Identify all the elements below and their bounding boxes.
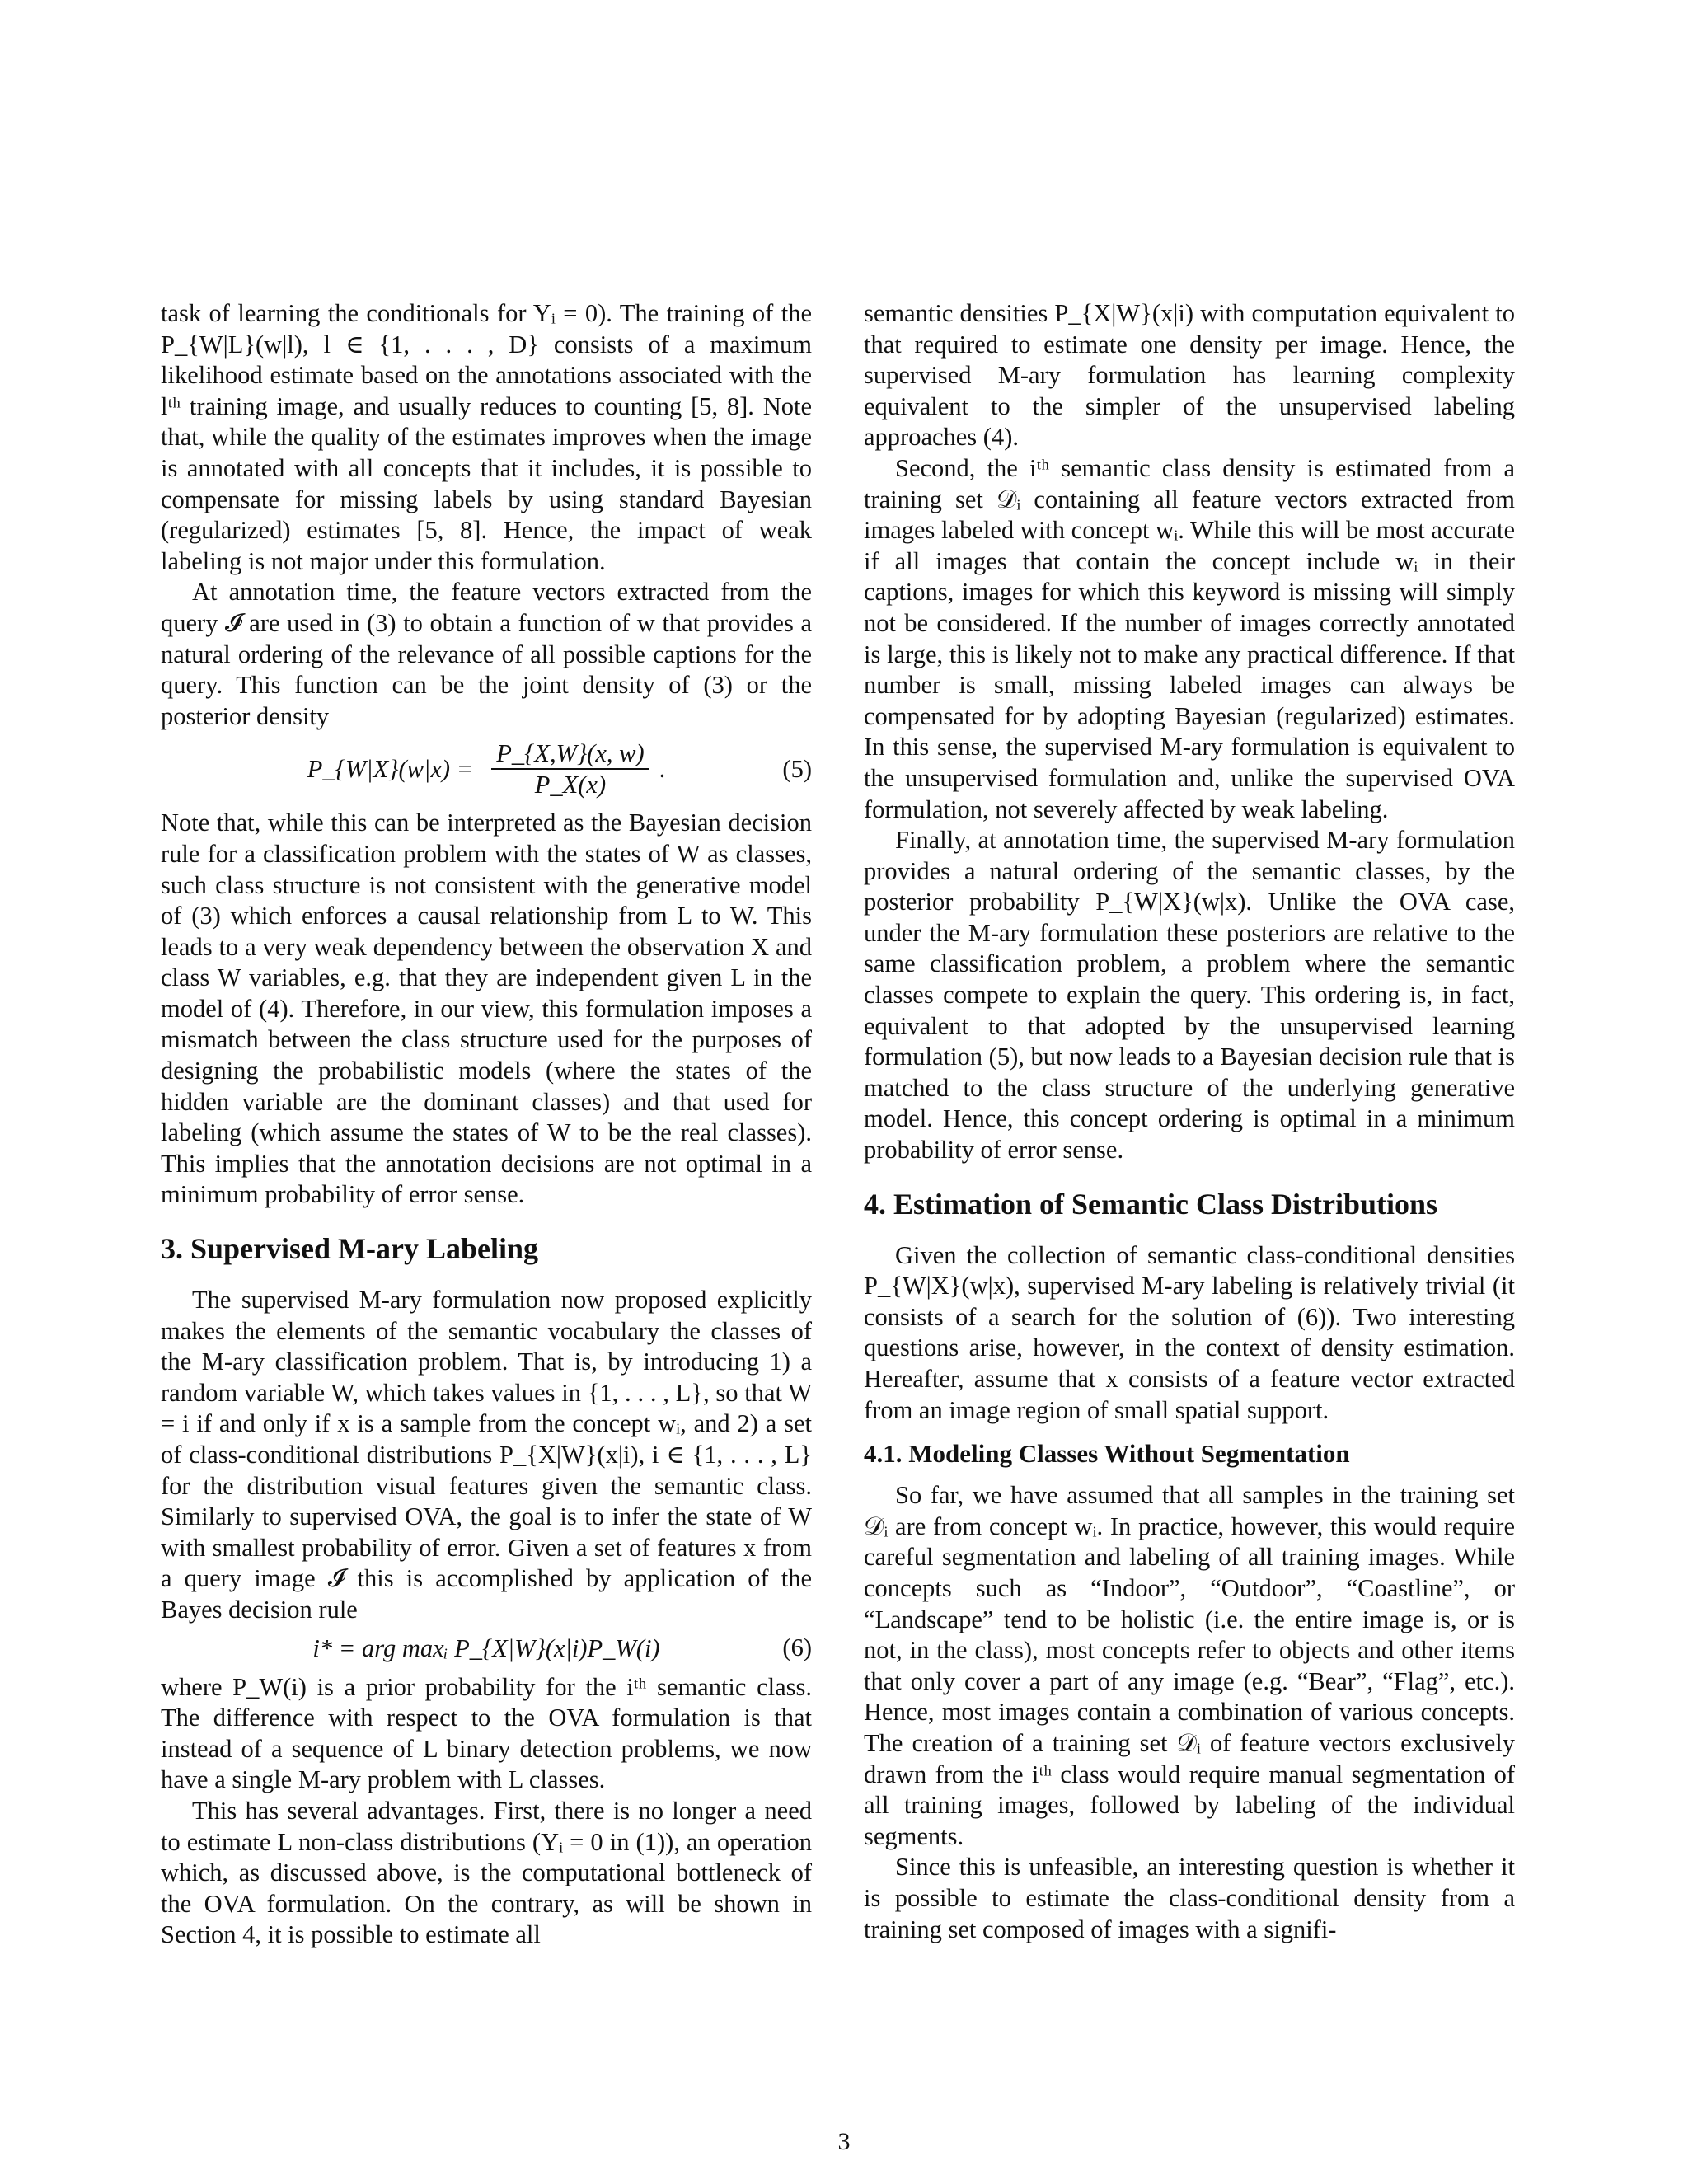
equation-period: . [659, 754, 666, 783]
section-heading: 3. Supervised M-ary Labeling [161, 1232, 539, 1266]
paragraph: Given the collection of semantic class-conditional densities P_{W|X}(w|x), supervised M-ary labeling is relatively trivial (it consists of a search for the solution of (6)). Two interesting questions arise, however, in the context of density estimation. Hereafter, assume that x consists of a feature vector extracted from an image region of small spatial support. [864, 1240, 1515, 1424]
equation-body: i* = arg maxᵢ P_{X|W}(x|i)P_W(i) [312, 1633, 660, 1662]
paragraph: Finally, at annotation time, the supervised M-ary formulation provides a natural ordering of the semantic classes, by the posterior probability P_{W|X}(w|x). Unlike the OVA case, under the M-ary formulation these posteriors are relative to the same classification problem, a problem where the semantic classes compete to explain the query. This ordering is, in fact, equivalent to that adopted by the unsupervised learning formulation (5), but now leads to a Bayesian decision rule that is matched to the class structure of the underlying generative model. Hence, this concept ordering is optimal in a minimum probability of error sense. [864, 826, 1515, 1165]
right-column [864, 298, 1515, 1945]
paragraph: Second, the iᵗʰ semantic class density is estimated from a training set 𝒟ᵢ containing all feature vectors extracted from images labeled with concept wᵢ. While this will be most accurate if all images that contain the concept include wᵢ in their captions, images for which this keyword is missing will simply not be considered. If the number of images correctly annotated is large, this is likely not to make any practical difference. If that number is small, missing labeled images can always be compensated for by adopting Bayesian (regularized) estimates. In this sense, the supervised M-ary formulation is equivalent to the unsupervised formulation and, unlike the supervised OVA formulation, not severely affected by weak labeling. [864, 453, 1515, 823]
equation-fraction [491, 738, 649, 799]
subsection-heading: 4.1. Modeling Classes Without Segmentation [864, 1439, 1350, 1469]
equation-denominator: P_X(x) [534, 771, 607, 799]
equation-6 [161, 1633, 812, 1664]
paragraph: The supervised M-ary formulation now proposed explicitly makes the elements of the semantic vocabulary the classes of the M-ary classification problem. That is, by introducing 1) a random variable W, which takes values in {1, . . . , L}, so that W = i if and only if x is a sample from the concept wᵢ, and 2) a set of class-conditional distributions P_{X|W}(x|i), i ∈ {1, . . . , L} for the distribution visual features given the semantic class. Similarly to supervised OVA, the goal is to infer the state of W with smallest probability of error. Given a set of features x from a query image 𝓘 this is accomplished by application of the Bayes decision rule [161, 1286, 812, 1624]
equation-number: (5) [782, 754, 812, 783]
equation-5 [161, 738, 812, 799]
paragraph: where P_W(i) is a prior probability for the iᵗʰ semantic class. The difference with respect to the OVA formulation is that instead of a sequence of L binary detection problems, we now have a single M-ary problem with L classes. [161, 1672, 812, 1794]
equation-number: (6) [782, 1633, 812, 1661]
left-column [161, 298, 812, 1951]
equation-numerator: P_{X,W}(x, w) [491, 738, 649, 770]
paragraph: task of learning the conditionals for Yᵢ = 0). The training of the P_{W|L}(w|l), l ∈ {1, . . . , D} consists of a maximum likelihood estimate based on the annotations associated with the lᵗʰ training image, and usually reduces to counting [5, 8]. Note that, while the quality of the estimates improves when the image is annotated with all concepts that it includes, it is possible to compensate for missing labels by using standard Bayesian (regularized) estimates [5, 8]. Hence, the impact of weak labeling is not major under this formulation. [161, 299, 812, 575]
paragraph: semantic densities P_{X|W}(x|i) with computation equivalent to that required to estimate one density per image. Hence, the supervised M-ary formulation has learning complexity equivalent to the simpler of the unsupervised labeling approaches (4). [864, 299, 1515, 452]
paragraph: Since this is unfeasible, an interesting question is whether it is possible to estimate the class-conditional density from a training set composed of images with a signifi- [864, 1853, 1515, 1943]
page-number: 3 [837, 2128, 851, 2155]
equation-lhs: P_{W|X}(w|x) = [307, 755, 474, 784]
paragraph: This has several advantages. First, there is no longer a need to estimate L non-class distributions (Yᵢ = 0 in (1)), an operation which, as discussed above, is the computational bottleneck of the OVA formulation. On the contrary, as will be shown in Section 4, it is possible to estimate all [161, 1796, 812, 1949]
section-heading: 4. Estimation of Semantic Class Distributions [864, 1187, 1438, 1221]
paragraph: At annotation time, the feature vectors extracted from the query 𝓘 are used in (3) to obtain a function of w that provides a natural ordering of the relevance of all possible captions for the query. This function can be the joint density of (3) or the posterior density [161, 578, 812, 730]
paragraph: Note that, while this can be interpreted as the Bayesian decision rule for a classification problem with the states of W as classes, such class structure is not consistent with the generative model of (3) which enforces a causal relationship from L to W. This leads to a very weak dependency between the observation X and class W variables, e.g. that they are independent given L in the model of (4). Therefore, in our view, this formulation imposes a mismatch between the class structure used for the purposes of designing the probabilistic models (where the states of the hidden variable are the dominant classes) and that used for labeling (which assume the states of W to be the real classes). This implies that the annotation decisions are not optimal in a minimum probability of error sense. [161, 808, 812, 1209]
paragraph: So far, we have assumed that all samples in the training set 𝒟ᵢ are from concept wᵢ. In practice, however, this would require careful segmentation and labeling of all training images. While concepts such as “Indoor”, “Outdoor”, “Coastline”, or “Landscape” tend to be holistic (i.e. the entire image is, or is not, in the class), most concepts refer to objects and other items that only cover a part of any image (e.g. “Bear”, “Flag”, etc.). Hence, most images contain a combination of various concepts. The creation of a training set 𝒟ᵢ of feature vectors exclusively drawn from the iᵗʰ class would require manual segmentation of all training images, followed by labeling of the individual segments. [864, 1481, 1515, 1850]
